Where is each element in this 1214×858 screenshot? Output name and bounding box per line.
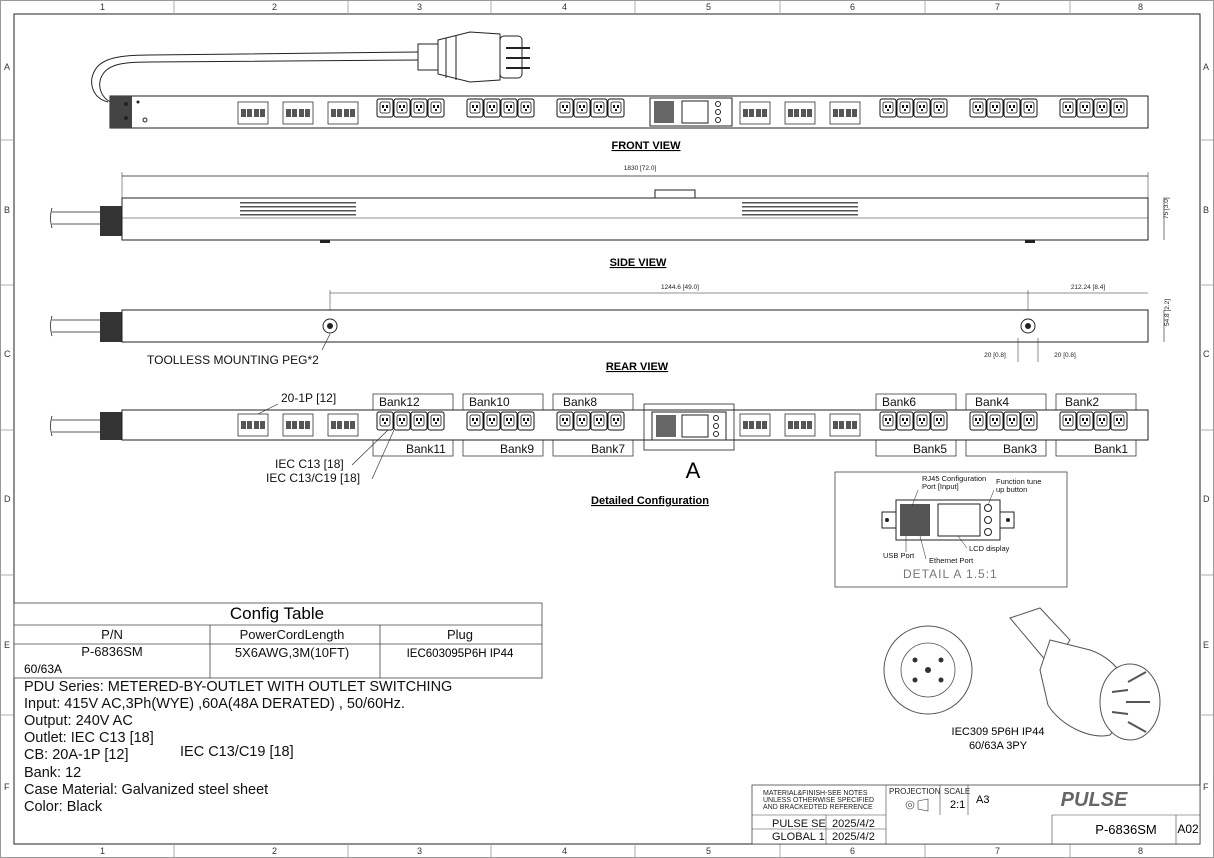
config-table-title: Config Table [229, 604, 325, 623]
col-label-8: 8 [1138, 2, 1144, 12]
function-button-label-line1: Function tune [996, 477, 1042, 486]
outlet-c13-c19-label: IEC C13/C19 [18] [266, 471, 361, 485]
tb-checked-date: 2025/4/2 [832, 831, 875, 843]
rj45-port-label-line2: Port [Input] [922, 482, 959, 491]
col-label-5: 5 [706, 2, 712, 12]
spec-output: Output: 240V AC [24, 713, 133, 729]
config-table [14, 603, 542, 678]
pulse-logo: PULSE [1060, 789, 1128, 811]
bank-8-label: Bank8 [563, 395, 598, 409]
plug-side-icon [1010, 608, 1160, 740]
tb-drawn-by: PULSE SE [772, 818, 826, 830]
bank-5-label: Bank5 [913, 442, 948, 456]
bank-3-label: Bank3 [1003, 442, 1038, 456]
row-label-b-right: B [1203, 205, 1210, 215]
bank-10-label: Bank10 [469, 395, 510, 409]
side-view-title: SIDE VIEW [609, 257, 667, 269]
spec-bank: Bank: 12 [24, 765, 82, 781]
dim-peg-spacing: 1244.6 [49.0] [661, 284, 699, 291]
row-label-f: F [4, 782, 10, 792]
rj45-port-label-line1: RJ45 Configuration [922, 474, 987, 483]
plug-caption-line1: IEC309 5P6H IP44 [951, 726, 1045, 738]
header-plug: Plug [446, 627, 474, 642]
spec-input: Input: 415V AC,3Ph(WYE) ,60A(48A DERATED) , 50/60Hz. [24, 696, 405, 712]
dim-end-offset: 212.24 [8.4] [1070, 284, 1106, 291]
side-view [51, 165, 1171, 269]
tb-sheet-size: A3 [976, 794, 990, 806]
col-label-4: 4 [562, 2, 568, 12]
tb-scale-label: SCALE [944, 787, 971, 796]
mounting-peg-label: TOOLLESS MOUNTING PEG*2 [147, 353, 319, 367]
bank-11-label: Bank11 [406, 442, 446, 456]
detail-a [835, 472, 1067, 587]
row-label-a-right: A [1203, 62, 1210, 72]
detail-a-title: DETAIL A 1.5:1 [903, 567, 998, 581]
front-view-title: FRONT VIEW [611, 140, 681, 152]
detail-callout-a: A [685, 458, 701, 483]
col-label-7-bottom: 7 [995, 846, 1001, 856]
spec-color: Color: Black [24, 799, 103, 815]
cell-plug: IEC603095P6H IP44 [406, 648, 514, 660]
tb-part-number: P-6836SM [1095, 822, 1157, 837]
dim-height: 75 [3.0] [1163, 197, 1170, 219]
bank-12-label: Bank12 [379, 395, 420, 409]
bank-9-label: Bank9 [500, 442, 535, 456]
row-label-c-right: C [1203, 349, 1210, 359]
col-label-1-bottom: 1 [100, 846, 106, 856]
usb-port-label: USB Port [883, 551, 915, 560]
ethernet-port-label: Ethernet Port [929, 556, 974, 565]
plug-face-icon [884, 626, 972, 714]
row-label-e-right: E [1203, 640, 1210, 650]
tb-checked-by: GLOBAL 1 [772, 831, 825, 843]
dim-depth: 54.8 [2.2] [1164, 298, 1171, 326]
spec-case: Case Material: Galvanized steel sheet [24, 782, 269, 798]
tb-drawn-date: 2025/4/2 [832, 818, 875, 830]
col-label-4-bottom: 4 [562, 846, 568, 856]
tb-revision: A02 [1177, 822, 1199, 836]
col-label-6: 6 [850, 2, 856, 12]
spec-list [24, 679, 452, 815]
rear-view [51, 284, 1172, 373]
input-plug-icon [418, 32, 530, 82]
row-label-e: E [4, 640, 11, 650]
tb-projection-label: PROJECTION [889, 787, 941, 796]
spec-outlet: Outlet: IEC C13 [18] [24, 730, 154, 746]
col-label-8-bottom: 8 [1138, 846, 1144, 856]
tb-note-1: MATERIAL&FINISH-SEE NOTES [763, 790, 868, 797]
spec-cb: CB: 20A-1P [12] [24, 747, 129, 763]
function-button-label-line2: up button [996, 485, 1028, 494]
spec-outlet-extra: IEC C13/C19 [18] [180, 744, 294, 760]
col-label-7: 7 [995, 2, 1001, 12]
tb-note-3: AND BRACKEDTED REFERENCE [763, 804, 873, 811]
col-label-6-bottom: 6 [850, 846, 856, 856]
bank-6-label: Bank6 [882, 395, 917, 409]
header-powercord: PowerCordLength [239, 627, 345, 642]
plug-caption-line2: 60/63A 3PY [968, 740, 1028, 752]
dim-peg-left: 20 [0.8] [984, 352, 1006, 359]
detailed-config-title: Detailed Configuration [591, 495, 709, 507]
cell-pn-extra: 60/63A [24, 662, 63, 676]
col-label-1: 1 [100, 2, 106, 12]
col-label-3-bottom: 3 [417, 846, 423, 856]
bank-7-label: Bank7 [591, 442, 626, 456]
row-label-c: C [4, 349, 11, 359]
row-label-f-right: F [1203, 782, 1209, 792]
cell-powercord: 5X6AWG,3M(10FT) [234, 645, 350, 660]
tb-scale-value: 2:1 [950, 799, 966, 811]
col-label-5-bottom: 5 [706, 846, 712, 856]
header-pn: P/N [101, 627, 123, 642]
dim-overall-length: 1830 [72.0] [623, 165, 657, 172]
bank-4-label: Bank4 [975, 395, 1010, 409]
outlet-c13-label: IEC C13 [18] [275, 457, 344, 471]
row-label-a: A [4, 62, 11, 72]
cb-label: 20-1P [12] [281, 391, 337, 405]
spec-series: PDU Series: METERED-BY-OUTLET WITH OUTLET SWITCHING [24, 679, 453, 695]
col-label-2: 2 [272, 2, 278, 12]
row-label-d: D [4, 494, 11, 504]
front-view [92, 32, 1148, 152]
tb-note-2: UNLESS OTHERWISE SPECIFIED [763, 797, 875, 804]
rear-view-title: REAR VIEW [605, 361, 669, 373]
row-label-d-right: D [1203, 494, 1210, 504]
title-block [752, 785, 1200, 844]
cell-pn: P-6836SM [81, 644, 143, 659]
row-label-b: B [4, 205, 11, 215]
dim-peg-right: 20 [0.8] [1054, 352, 1076, 359]
col-label-3: 3 [417, 2, 423, 12]
col-label-2-bottom: 2 [272, 846, 278, 856]
bank-2-label: Bank2 [1065, 395, 1100, 409]
lcd-display-label: LCD display [969, 544, 1010, 553]
bank-1-label: Bank1 [1094, 442, 1129, 456]
